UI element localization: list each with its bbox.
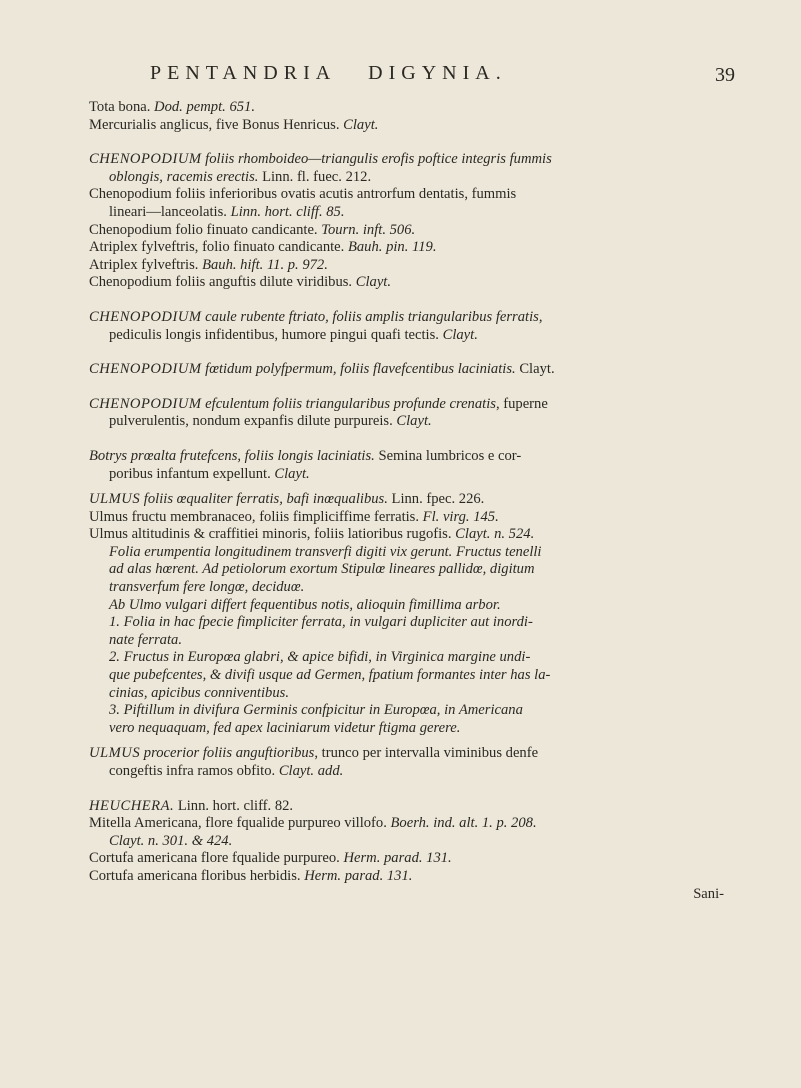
- page-number: 39: [715, 64, 735, 86]
- entry-chenopodium-3: CHENOPODIUM fœtidum polyfpermum, foliis flavefcentibus laciniatis. Clayt.: [89, 361, 555, 378]
- header-order-title: DIGYNIA.: [368, 62, 507, 84]
- genus-name: CHENOPODIUM: [89, 395, 202, 412]
- entry-botrys: Botrys prœalta frutefcens, foliis longis laciniatis. Semina lumbricos e cor- poribus infantum expellunt. Clayt.: [89, 447, 522, 482]
- genus-name: CHENOPODIUM: [89, 308, 202, 325]
- header-class-title: PENTANDRIA: [150, 62, 337, 84]
- entry-chenopodium-2: CHENOPODIUM caule rubente ftriato, foliis amplis triangularibus ferratis, pediculis longis infidentibus, humore pingui quafi tectis. Clayt.: [89, 308, 543, 343]
- genus-name: CHENOPODIUM: [89, 151, 202, 168]
- running-header: [150, 62, 710, 85]
- genus-name: Botrys: [89, 447, 128, 464]
- entry-chenopodium-4: CHENOPODIUM efculentum foliis triangularibus profunde crenatis, fuperne pulverulentis, nondum expanfis dilute purpureis. Clayt.: [89, 395, 548, 430]
- entry-chenopodium-1: CHENOPODIUM foliis rhomboideo—triangulis erofis poftice integris fummis oblongis, racemis erectis. Linn. fl. fuec. 212. Chenopodium foliis inferioribus ovatis acutis antrorfum dentatis, fummis lineari—lanceolatis. Linn. hort. cliff. 85. Chenopodium folio finuato candicante. Tourn. inft. 506. Atriplex fylveftris, folio finuato candicante. Bauh. pin. 119. Atriplex fylveftris. Bauh. hift. 11. p. 972. Chenopodium foliis anguftis dilute viridibus. Clayt.: [89, 151, 552, 291]
- text-line: Tota bona. Dod. pempt. 651.: [89, 99, 255, 115]
- page-body: [89, 99, 744, 903]
- genus-name: ULMUS: [89, 491, 141, 508]
- catchword: Sani-: [693, 885, 724, 902]
- entry-ulmus-2: ULMUS procerior foliis anguftioribus, trunco per intervalla viminibus denfe congeftis infra ramos obfito. Clayt. add.: [89, 745, 539, 779]
- genus-name: ULMUS: [89, 745, 141, 762]
- entry-heuchera: HEUCHERA. Linn. hort. cliff. 82. Mitella Americana, flore fqualide purpureo villofo. Boerh. ind. alt. 1. p. 208. Clayt. n. 301. & 424. Cortufa americana flore fqualide purpureo. Herm. parad. 131. Cortufa americana floribus herbidis. Herm. parad. 131.: [89, 797, 537, 884]
- genus-name: HEUCHERA.: [89, 797, 175, 814]
- text-line: Mercurialis anglicus, five Bonus Henricus. Clayt.: [89, 116, 379, 133]
- genus-name: CHENOPODIUM: [89, 361, 202, 378]
- entry-ulmus-1: ULMUS foliis œqualiter ferratis, bafi inœqualibus. Linn. fpec. 226. Ulmus fructu membranaceo, foliis fimpliciffime ferratis. Fl. virg. 145. Ulmus altitudinis & craffitiei minoris, foliis latioribus rugofis. Clayt. n. 524. Folia erumpentia longitudinem transverfi digiti vix gerunt. Fructus tenelli ad alas hœrent. Ad petiolorum exortum Stipulœ lineares pallidœ, digitum transverfum fere longœ, deciduœ. Ab Ulmo vulgari differt fequentibus notis, alioquin fimillima arbor. 1. Folia in hac fpecie fimpliciter ferrata, in vulgari dupliciter aut inordi- nate ferrata. 2. Fructus in Europœa glabri, & apice bifidi, in Virginica margine undi- que pubefcentes, & divifi usque ad Germen, fpatium formantes inter has la- cinias, apicibus conniventibus. 3. Piftillum in divifura Germinis confpicitur in Europœa, in Americana vero nequaquam, fed apex laciniarum videtur ftigma gerere.: [89, 491, 551, 736]
